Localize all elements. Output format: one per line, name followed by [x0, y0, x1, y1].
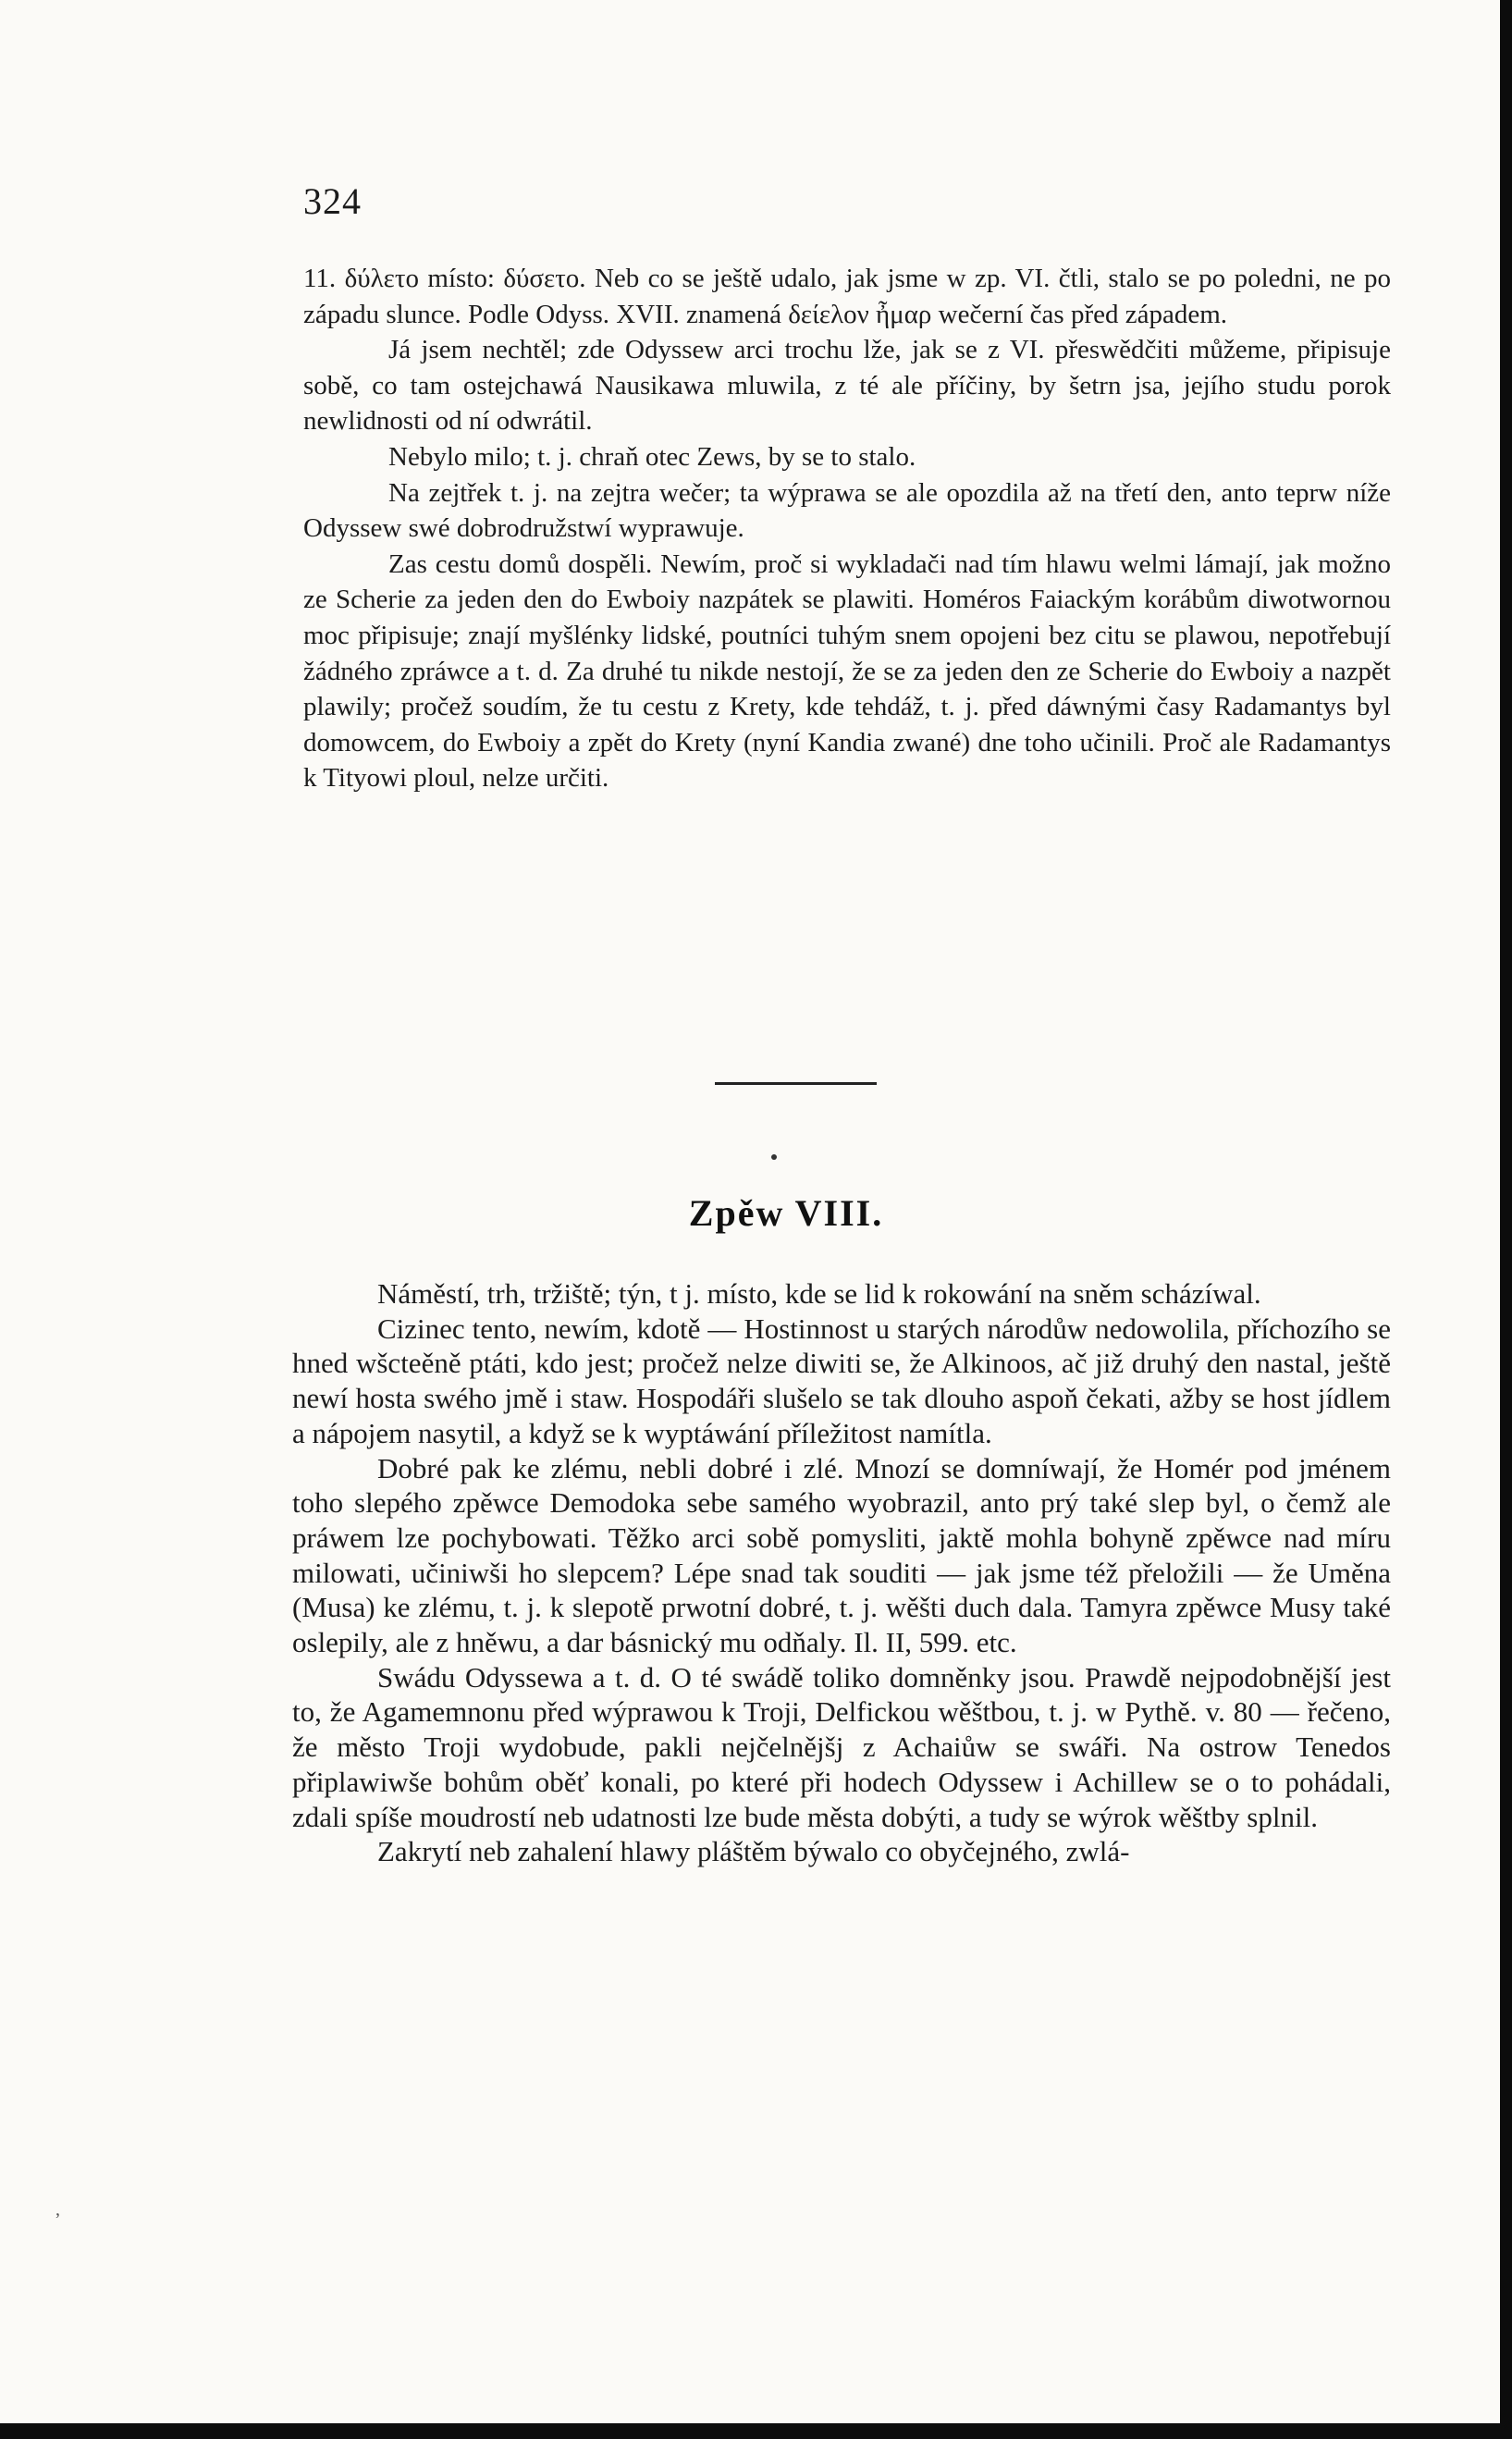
section-title: Zpěw VIII. — [688, 1192, 884, 1234]
margin-mark: , — [55, 2199, 60, 2220]
decorative-dot — [771, 1154, 777, 1160]
section-divider — [715, 1082, 877, 1085]
scan-border-right — [1500, 0, 1512, 2439]
notes-bottom — [292, 1276, 1391, 1869]
note-paragraph: Dobré pak ke zlému, nebli dobré i zlé. Mnozí se domníwají, že Homér pod jménem toho slepého zpěwce Demodoka sebe samého wyobrazil, anto prý také slep byl, o čemž ale práwem lze pochybowati. Těžko arci sobě pomysliti, jaktě mohla bohyně zpěwce nad míru milowati, učiniwši ho slepcem? Lépe snad tak souditi — jak jsme též přeložili — že Uměna (Musa) ke zlému, t. j. k slepotě prwotní dobré, t. j. wěšti duch dala. Tamyra zpěwce Musy také oslepily, ale z hněwu, a dar básnický mu odňaly. Il. II, 599. etc. — [292, 1451, 1391, 1659]
note-paragraph: 11. δύλετο místo: δύσετο. Neb co se ještě udalo, jak jsme w zp. VI. čtli, stalo se po poledni, ne po západu slunce. Podle Odyss. XVII. znamená δείελον ἦμαρ wečerní čas před západem. — [303, 264, 1391, 329]
note-paragraph: Náměstí, trh, tržiště; týn, t j. místo, kde se lid k rokowání na sněm scházíwal. — [377, 1277, 1261, 1310]
page-number: 324 — [303, 180, 362, 222]
scan-border-bottom — [0, 2423, 1512, 2439]
note-paragraph: Já jsem nechtěl; zde Odyssew arci trochu lže, jak se z VI. přeswědčiti můžeme, připisuje sobě, co tam ostejchawá Nausikawa mluwila, z té ale příčiny, by šetrn jsa, jejího studu porok newlidnosti od ní odwrátil. — [303, 335, 1391, 437]
note-paragraph: Nebylo milo; t. j. chraň otec Zews, by se to stalo. — [388, 441, 916, 472]
note-paragraph: Na zejtřek t. j. na zejtra wečer; ta wýprawa se ale opozdila až na třetí den, anto teprw níže Odyssew swé dobrodružstwí wyprawuje. — [303, 477, 1391, 544]
note-paragraph: Zakrytí neb zahalení hlawy pláštěm býwalo co obyčejného, zwlá- — [377, 1835, 1130, 1868]
note-paragraph: Zas cestu domů dospěli. Newím, proč si wykladači nad tím hlawu welmi lámají, jak možno ze Scherie za jeden den do Ewboiy nazpátek se plawiti. Homéros Faiackým korábům diwotwornou moc připisuje; znají myšlénky lidské, poutníci tuhým snem opojeni bez citu se plawou, nepotřebují žádného zpráwce a t. d. Za druhé tu nikde nestojí, že se za jeden den ze Scherie do Ewboiy a nazpět plawily; pročež soudím, že tu cestu z Krety, kde tehdáž, t. j. před dáwnými časy Radamantys byl domowcem, do Ewboiy a zpět do Krety (nyní Kandia zwané) dne toho učinili. Proč ale Radamantys k Tityowi ploul, nelze určiti. — [303, 548, 1391, 794]
note-paragraph: Swádu Odyssewa a t. d. O té swádě toliko domněnky jsou. Prawdě nejpodobnější jest to, že Agamemnonu před wýprawou k Troji, Delfickou wěštbou, t. j. w Pythě. v. 80 — řečeno, že město Troji wydobude, pakli nejčelnějšj z Achaiůw se swáři. Na ostrow Tenedos připlawiwše bohům oběť konali, po které při hodech Odyssew i Achillew se o to pohádali, zdali spíše moudrostí neb udatnosti lze bude města dobýti, a tudy se wýrok wěštby splnil. — [292, 1660, 1391, 1833]
note-paragraph: Cizinec tento, newím, kdotě — Hostinnost u starých národůw nedowolila, příchozího se hned wšcteěně ptáti, kdo jest; pročež nelze diwiti se, že Alkinoos, ač již druhý den nastal, ještě newí hosta swého jmě i staw. Hospodáři slušelo se tak dlouho aspoň čekati, ažby se host jídlem a nápojem nasytil, a když se k wyptáwání příležitost namítla. — [292, 1312, 1391, 1449]
notes-top — [303, 261, 1391, 796]
